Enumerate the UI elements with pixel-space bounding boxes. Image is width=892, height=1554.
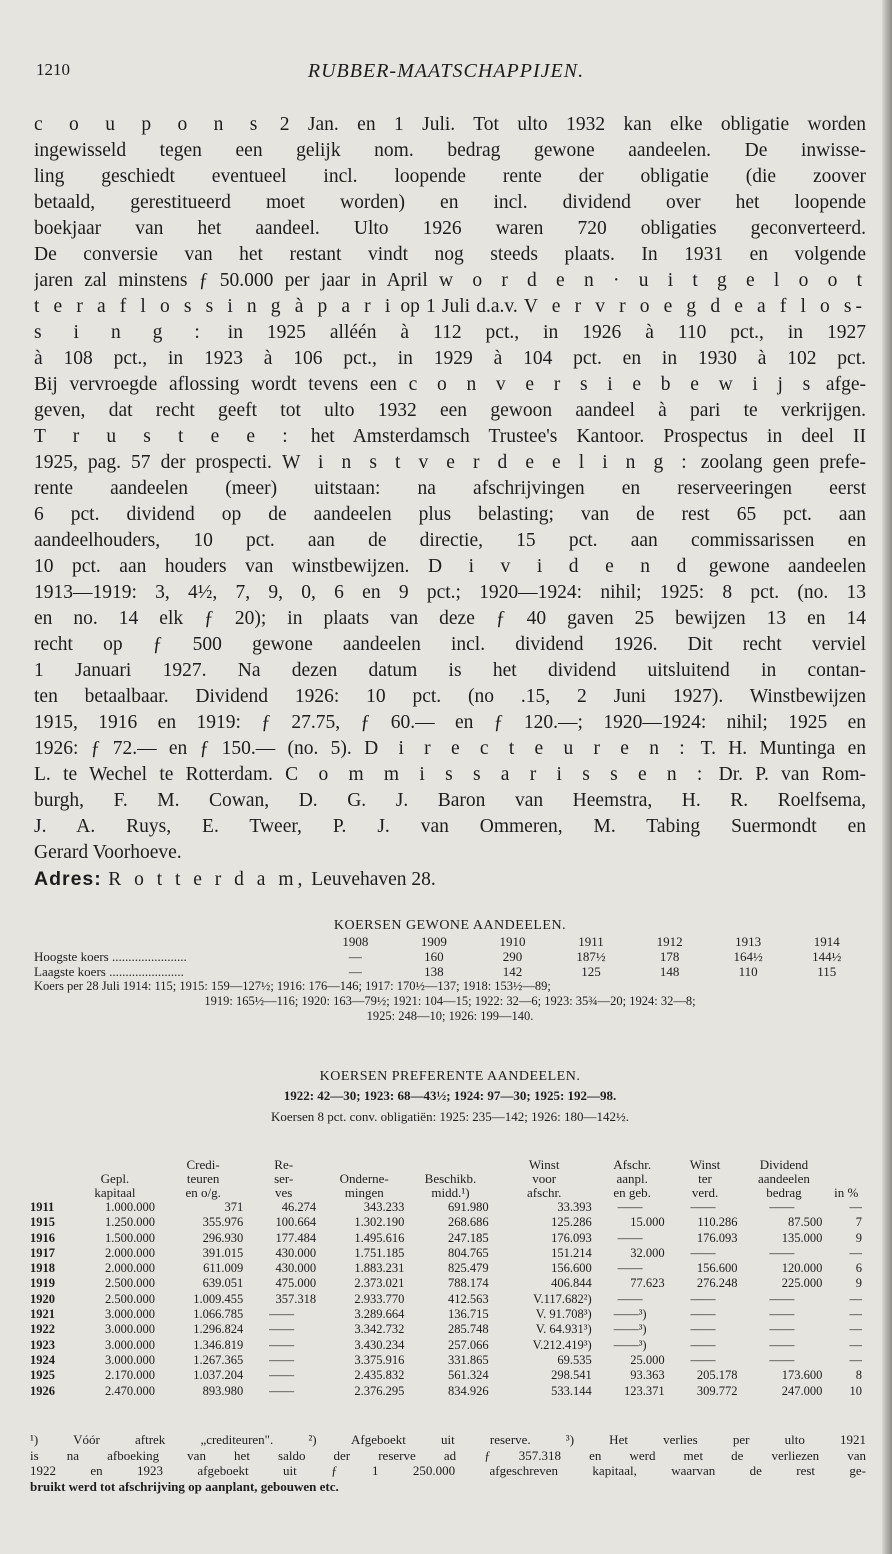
year-cell: 1916 bbox=[30, 1230, 55, 1245]
value-cell: 533.144 bbox=[551, 1383, 592, 1398]
value-cell: —— bbox=[617, 1200, 643, 1214]
value-cell: 371 bbox=[224, 1200, 244, 1214]
value-cell: 611.009 bbox=[203, 1261, 244, 1276]
text-segment: 1 Januari 1927. Na dezen datum is het dividend uitsluitend in contan- bbox=[34, 660, 866, 681]
value-cell: 25.000 bbox=[630, 1352, 665, 1367]
text-line bbox=[34, 788, 866, 814]
year-cell: 1918 bbox=[30, 1261, 55, 1276]
running-title: RUBBER-MAATSCHAPPIJEN. bbox=[307, 60, 585, 82]
value-cell: 120.000 bbox=[781, 1261, 823, 1276]
value-cell: 125 bbox=[581, 964, 601, 979]
table-row bbox=[30, 1261, 866, 1276]
spaced-heading: c o u p o n s bbox=[34, 114, 262, 135]
value-cell: 355.976 bbox=[202, 1215, 244, 1230]
value-cell: 2.373.021 bbox=[354, 1276, 405, 1291]
text-line bbox=[34, 112, 866, 138]
value-cell: 8 bbox=[855, 1368, 862, 1383]
year-cell: 1921 bbox=[30, 1307, 55, 1322]
value-cell: 148 bbox=[659, 964, 680, 979]
value-cell: V.117.682²) bbox=[533, 1291, 592, 1306]
value-cell: 3.000.000 bbox=[105, 1307, 156, 1322]
value-cell: 6 bbox=[855, 1261, 862, 1276]
koers-per-line: Koers per 28 Juli 1914: 115; 1915: 159—127½; 1916: 176—146; 1917: 170½—137; 1918: 153½—89; bbox=[34, 979, 551, 993]
text-segment: het Amsterdamsch Trustee's Kantoor. Prospectus in deel II bbox=[291, 426, 866, 447]
footnote-line: is na afboeking van het saldo der reserve ad ƒ 357.318 en werd met de verliezen van bbox=[30, 1447, 866, 1463]
text-line bbox=[34, 632, 866, 658]
value-cell: 2.376.295 bbox=[354, 1383, 405, 1398]
value-cell: —— bbox=[769, 1337, 795, 1352]
text-segment: recht op ƒ 500 gewone aandeelen incl. dividend 1926. Dit recht verviel bbox=[34, 634, 866, 655]
value-cell: 1.883.231 bbox=[354, 1261, 405, 1276]
text-segment: ten betaalbaar. Dividend 1926: 10 pct. (no .15, 2 Juni 1927). Winstbewijzen bbox=[34, 686, 866, 707]
spaced-heading: s i n g : bbox=[34, 322, 204, 343]
value-cell: 3.430.234 bbox=[354, 1337, 405, 1352]
value-cell: 391.015 bbox=[202, 1245, 244, 1260]
text-segment: 1913—1919: 3, 4½, 7, 9, 0, 6 en 9 pct.; 1920—1924: nihil; 1925: 8 pct. (no. 13 bbox=[34, 582, 866, 603]
text-line bbox=[34, 658, 866, 684]
value-cell: 412.563 bbox=[448, 1291, 489, 1306]
table-row bbox=[30, 1292, 866, 1307]
text-line bbox=[34, 684, 866, 710]
value-cell: 100.664 bbox=[275, 1215, 317, 1230]
text-line bbox=[34, 450, 866, 476]
value-cell: 276.248 bbox=[696, 1276, 738, 1291]
value-cell: —— bbox=[690, 1352, 716, 1367]
value-cell: 10 bbox=[849, 1383, 862, 1398]
column-header: Winst ter verd. bbox=[689, 1157, 721, 1200]
value-cell: V.212.419³) bbox=[532, 1337, 592, 1352]
value-cell: 639.051 bbox=[202, 1276, 244, 1291]
text-line bbox=[34, 710, 866, 736]
value-cell: ——³) bbox=[613, 1307, 647, 1322]
spaced-heading: w o r d e n · u i t g e l o o t bbox=[439, 270, 866, 291]
column-header: Gepl. kapitaal bbox=[94, 1171, 136, 1200]
value-cell: 2.500.000 bbox=[105, 1276, 156, 1291]
value-cell: 290 bbox=[502, 949, 523, 964]
value-cell: 173.600 bbox=[781, 1368, 823, 1383]
text-segment: à 108 pct., in 1923 à 106 pct., in 1929 à 104 pct. en in 1930 à 102 pct. bbox=[34, 348, 866, 369]
koersen-gewone-title: KOERSEN GEWONE AANDEELEN. bbox=[333, 918, 567, 933]
value-cell: 7 bbox=[855, 1215, 862, 1230]
value-cell: 164½ bbox=[733, 949, 763, 964]
text-line bbox=[34, 554, 866, 580]
value-cell: —— bbox=[769, 1291, 795, 1306]
value-cell: —— bbox=[269, 1383, 295, 1398]
value-cell: — bbox=[348, 964, 362, 979]
value-cell: 257.066 bbox=[448, 1337, 489, 1352]
text-line bbox=[34, 320, 866, 346]
year-cell: 1912 bbox=[656, 934, 683, 949]
table-row bbox=[30, 1368, 866, 1383]
year-cell: 1924 bbox=[30, 1352, 55, 1367]
value-cell: 834.926 bbox=[448, 1383, 489, 1398]
value-cell: 1.009.455 bbox=[193, 1291, 244, 1306]
row-label: Hoogste koers ....................... bbox=[34, 949, 187, 964]
table-row bbox=[30, 1384, 866, 1399]
value-cell: —— bbox=[769, 1245, 795, 1260]
spaced-heading: W i n s t v e r d e e l i n g : bbox=[281, 452, 691, 473]
column-header bbox=[30, 1158, 71, 1200]
table-row bbox=[30, 1322, 866, 1337]
text-segment: gewone aandeelen bbox=[690, 556, 866, 577]
year-cell: 1919 bbox=[30, 1276, 55, 1291]
table-row bbox=[30, 1307, 866, 1322]
year-cell: 1914 bbox=[813, 934, 840, 949]
value-cell: 69.535 bbox=[557, 1352, 592, 1367]
text-segment: ingewisseld tegen een gelijk nom. bedrag gewone aandeelen. De inwisse- bbox=[34, 140, 866, 161]
value-cell: — bbox=[849, 1352, 862, 1367]
column-header: Credi- teuren en o/g. bbox=[185, 1157, 221, 1200]
value-cell: 1.500.000 bbox=[105, 1230, 156, 1245]
value-cell: 110.286 bbox=[697, 1215, 738, 1230]
spaced-heading: t e r a f l o s s i n g à p a r i bbox=[34, 296, 395, 317]
text-line bbox=[34, 866, 866, 892]
text-segment: De conversie van het restant vindt nog steeds plaats. In 1931 en volgende bbox=[34, 244, 866, 265]
column-header: Re- ser- ves bbox=[274, 1157, 294, 1200]
obligaties-koersen-line: Koersen 8 pct. conv. obligatiën: 1925: 235—142; 1926: 180—142½. bbox=[270, 1109, 630, 1124]
value-cell: 33.393 bbox=[557, 1200, 592, 1214]
value-cell: 475.000 bbox=[275, 1276, 317, 1291]
text-line bbox=[34, 528, 866, 554]
text-line bbox=[34, 840, 866, 866]
table-row bbox=[30, 1338, 866, 1353]
value-cell: — bbox=[849, 1200, 862, 1214]
value-cell: —— bbox=[690, 1337, 716, 1352]
year-cell: 1911 bbox=[578, 934, 604, 949]
value-cell: — bbox=[849, 1245, 862, 1260]
value-cell: 151.214 bbox=[551, 1245, 592, 1260]
text-line bbox=[34, 424, 866, 450]
text-segment: betaald, gerestitueerd moet worden) en incl. dividend over het loopende bbox=[34, 192, 866, 213]
value-cell: —— bbox=[269, 1322, 295, 1337]
text-segment: burgh, F. M. Cowan, D. G. J. Baron van Heemstra, H. R. Roelfsema, bbox=[34, 790, 866, 811]
value-cell: 343.233 bbox=[363, 1200, 405, 1214]
text-segment: op 1 Juli d.a.v. bbox=[394, 296, 524, 317]
year-cell: 1911 bbox=[30, 1200, 55, 1214]
value-cell: 110 bbox=[738, 964, 758, 979]
value-cell: 2.170.000 bbox=[105, 1368, 156, 1383]
text-line bbox=[34, 580, 866, 606]
text-segment: Leuvehaven 28. bbox=[306, 869, 436, 890]
value-cell: 1.296.824 bbox=[193, 1322, 244, 1337]
text-segment: L. te Wechel te Rotterdam. bbox=[34, 764, 286, 785]
table-row bbox=[34, 964, 866, 979]
text-line bbox=[34, 762, 866, 788]
value-cell: —— bbox=[269, 1352, 295, 1367]
spaced-heading: D i v i d e n d bbox=[427, 556, 691, 577]
koers-per-list bbox=[34, 979, 866, 1024]
value-cell: —— bbox=[617, 1291, 643, 1306]
text-line bbox=[34, 476, 866, 502]
value-cell: ——³) bbox=[613, 1322, 647, 1337]
value-cell: V. 91.708³) bbox=[535, 1307, 592, 1322]
koersen-gewone-table bbox=[34, 934, 866, 979]
value-cell: —— bbox=[690, 1291, 716, 1306]
value-cell: 115 bbox=[817, 964, 837, 979]
value-cell: —— bbox=[769, 1307, 795, 1322]
year-cell: 1925 bbox=[30, 1368, 55, 1383]
value-cell: —— bbox=[269, 1337, 295, 1352]
value-cell: 77.623 bbox=[630, 1276, 665, 1291]
spaced-heading: R o t t e r d a m, bbox=[108, 869, 307, 890]
value-cell: 3.342.732 bbox=[354, 1322, 405, 1337]
column-header: Winst voor afschr. bbox=[527, 1157, 562, 1200]
value-cell: 2.000.000 bbox=[105, 1261, 156, 1276]
value-cell: 156.600 bbox=[696, 1261, 738, 1276]
value-cell: —— bbox=[617, 1230, 643, 1245]
table-row bbox=[30, 1215, 866, 1230]
value-cell: 1.250.000 bbox=[105, 1215, 156, 1230]
financial-table-section bbox=[30, 1158, 866, 1399]
value-cell: V. 64.931³) bbox=[535, 1322, 592, 1337]
value-cell: —— bbox=[690, 1307, 716, 1322]
text-segment: 1926: ƒ 72.— en ƒ 150.— (no. 5). bbox=[34, 738, 365, 759]
year-header-row bbox=[34, 934, 866, 949]
adres-label: Adres: bbox=[34, 868, 109, 890]
value-cell: 1.066.785 bbox=[193, 1307, 244, 1322]
year-cell: 1920 bbox=[30, 1291, 55, 1306]
year-cell: 1926 bbox=[30, 1383, 55, 1398]
text-segment: 10 pct. aan houders van winstbewijzen. bbox=[34, 556, 428, 577]
table-row bbox=[30, 1353, 866, 1368]
value-cell: 2.470.000 bbox=[105, 1383, 156, 1398]
table-row bbox=[30, 1231, 866, 1246]
text-segment: rente aandeelen (meer) uitstaan: na afschrijvingen en reserveeringen eerst bbox=[34, 478, 866, 499]
value-cell: 138 bbox=[424, 964, 444, 979]
value-cell: 176.093 bbox=[551, 1230, 592, 1245]
value-cell: —— bbox=[617, 1261, 643, 1276]
value-cell: — bbox=[849, 1307, 862, 1322]
value-cell: 15.000 bbox=[630, 1215, 665, 1230]
year-cell: 1910 bbox=[499, 934, 526, 949]
text-segment: Gerard Voorhoeve. bbox=[34, 842, 182, 863]
table-row bbox=[30, 1200, 866, 1215]
value-cell: 3.289.664 bbox=[354, 1307, 405, 1322]
value-cell: —— bbox=[769, 1200, 795, 1214]
value-cell: 309.772 bbox=[696, 1383, 738, 1398]
year-cell: 1915 bbox=[30, 1215, 55, 1230]
text-segment: 6 pct. dividend op de aandeelen plus belasting; van de rest 65 pct. aan bbox=[34, 504, 866, 525]
value-cell: 1.267.365 bbox=[193, 1352, 244, 1367]
text-line bbox=[34, 372, 866, 398]
row-label: Laagste koers ....................... bbox=[34, 964, 184, 979]
column-header: Dividend aandeelen bedrag bbox=[757, 1157, 810, 1200]
text-segment: jaren zal minstens ƒ 50.000 per jaar in April bbox=[34, 270, 439, 291]
value-cell: 125.286 bbox=[551, 1215, 592, 1230]
spaced-heading: V e r v r o e g d e a f l o s- bbox=[523, 296, 866, 317]
koersen-preferente-section bbox=[34, 1069, 866, 1127]
blank-cell bbox=[34, 934, 316, 949]
value-cell: 160 bbox=[424, 949, 444, 964]
table-row bbox=[30, 1246, 866, 1261]
koersen-preferente-title: KOERSEN PREFERENTE AANDEELEN. bbox=[319, 1069, 581, 1084]
text-segment: ling geschiedt eventueel incl. loopende rente der obligatie (die zoover bbox=[34, 166, 866, 187]
value-cell: 142 bbox=[502, 964, 523, 979]
value-cell: 561.324 bbox=[448, 1368, 489, 1383]
body-text bbox=[34, 112, 866, 892]
text-segment: boekjaar van het aandeel. Ulto 1926 waren 720 obligaties geconverteerd. bbox=[34, 218, 866, 239]
preferente-koersen-line: 1922: 42—30; 1923: 68—43½; 1924: 97—30; 1925: 192—98. bbox=[283, 1088, 617, 1103]
value-cell: —— bbox=[769, 1322, 795, 1337]
text-line bbox=[34, 502, 866, 528]
value-cell: 46.274 bbox=[281, 1200, 317, 1214]
year-cell: 1913 bbox=[735, 934, 762, 949]
value-cell: 430.000 bbox=[275, 1245, 317, 1260]
year-cell: 1923 bbox=[30, 1337, 55, 1352]
value-cell: 225.000 bbox=[781, 1276, 823, 1291]
value-cell: 2.500.000 bbox=[105, 1291, 156, 1306]
value-cell: —— bbox=[690, 1322, 716, 1337]
value-cell: 178 bbox=[659, 949, 680, 964]
value-cell: —— bbox=[269, 1307, 295, 1322]
value-cell: 1.346.819 bbox=[193, 1337, 244, 1352]
value-cell: 247.185 bbox=[448, 1230, 489, 1245]
value-cell: 87.500 bbox=[788, 1215, 823, 1230]
footnote-line: bruikt werd tot afschrijving op aanplant, gebouwen etc. bbox=[30, 1478, 339, 1494]
text-line bbox=[34, 164, 866, 190]
value-cell: 1.037.204 bbox=[193, 1368, 244, 1383]
value-cell: 156.600 bbox=[551, 1261, 592, 1276]
value-cell: 691.980 bbox=[448, 1200, 489, 1214]
table-row bbox=[30, 1276, 866, 1291]
value-cell: 788.174 bbox=[448, 1276, 489, 1291]
value-cell: 123.371 bbox=[623, 1383, 665, 1398]
value-cell: —— bbox=[690, 1245, 716, 1260]
value-cell: — bbox=[348, 949, 362, 964]
table-row bbox=[34, 949, 866, 964]
value-cell: — bbox=[849, 1291, 862, 1306]
footnote-line: ¹) Vóór aftrek „crediteuren". ²) Afgeboekt uit reserve. ³) Het verlies per ulto 1921 bbox=[30, 1432, 866, 1447]
text-line bbox=[34, 190, 866, 216]
value-cell: 1.751.185 bbox=[354, 1245, 405, 1260]
value-cell: 32.000 bbox=[630, 1245, 665, 1260]
financial-table bbox=[30, 1158, 866, 1399]
page-header bbox=[36, 60, 856, 90]
spaced-heading: c o n v e r s i e b e w i j s bbox=[408, 374, 815, 395]
value-cell: 1.000.000 bbox=[105, 1200, 156, 1214]
value-cell: 247.000 bbox=[781, 1383, 823, 1398]
year-cell: 1922 bbox=[30, 1322, 55, 1337]
value-cell: 144½ bbox=[812, 949, 842, 964]
value-cell: 331.865 bbox=[448, 1352, 489, 1367]
text-segment: en no. 14 elk ƒ 20); in plaats van deze ƒ 40 gaven 25 bewijzen 13 en 14 bbox=[34, 608, 866, 629]
text-line bbox=[34, 294, 866, 320]
page-number: 1210 bbox=[36, 60, 70, 79]
year-cell: 1917 bbox=[30, 1245, 55, 1260]
text-segment: 1925, pag. 57 der prospecti. bbox=[34, 452, 282, 473]
value-cell: 136.715 bbox=[448, 1307, 489, 1322]
value-cell: 825.479 bbox=[448, 1261, 489, 1276]
value-cell: —— bbox=[690, 1200, 716, 1214]
financial-header-row bbox=[30, 1158, 866, 1200]
text-segment: afge- bbox=[814, 374, 866, 395]
text-segment: 2 Jan. en 1 Juli. Tot ulto 1932 kan elke obligatie worden bbox=[261, 114, 866, 135]
spaced-heading: C o m m i s s a r i s s e n : bbox=[285, 764, 707, 785]
footnote-line: 1922 en 1923 afgeboekt uit ƒ 1 250.000 afgeschreven kapitaal, waarvan de rest ge- bbox=[30, 1463, 866, 1478]
value-cell: 296.930 bbox=[202, 1230, 244, 1245]
value-cell: 804.765 bbox=[448, 1245, 489, 1260]
koers-per-line: 1925: 248—10; 1926: 199—140. bbox=[366, 1009, 534, 1023]
value-cell: 298.541 bbox=[551, 1368, 592, 1383]
value-cell: 430.000 bbox=[275, 1261, 317, 1276]
text-segment: J. A. Ruys, E. Tweer, P. J. van Ommeren, M. Tabing Suermondt en bbox=[34, 816, 866, 837]
text-segment: T. H. Muntinga en bbox=[688, 738, 866, 759]
value-cell: 3.000.000 bbox=[105, 1352, 156, 1367]
value-cell: 3.375.916 bbox=[354, 1352, 405, 1367]
koersen-gewone-section bbox=[34, 918, 866, 1024]
text-line bbox=[34, 814, 866, 840]
spaced-heading: D i r e c t e u r e n : bbox=[364, 738, 689, 759]
text-segment: in 1925 alléén à 112 pct., in 1926 à 110 pct., in 1927 bbox=[203, 322, 866, 343]
text-line bbox=[34, 606, 866, 632]
text-segment: zoolang geen prefe- bbox=[690, 452, 866, 473]
page-edge-shadow bbox=[882, 0, 892, 1554]
value-cell: 176.093 bbox=[696, 1230, 738, 1245]
value-cell: — bbox=[849, 1337, 862, 1352]
value-cell: 135.000 bbox=[781, 1230, 823, 1245]
value-cell: 93.363 bbox=[630, 1368, 665, 1383]
value-cell: 1.302.190 bbox=[354, 1215, 405, 1230]
column-header: Onderne- mingen bbox=[339, 1171, 389, 1200]
value-cell: 205.178 bbox=[696, 1368, 738, 1383]
value-cell: 3.000.000 bbox=[105, 1337, 156, 1352]
text-segment: 1915, 1916 en 1919: ƒ 27.75, ƒ 60.— en ƒ 120.—; 1920—1924: nihil; 1925 en bbox=[34, 712, 866, 733]
value-cell: —— bbox=[269, 1368, 295, 1383]
value-cell: 187½ bbox=[576, 949, 606, 964]
value-cell: 9 bbox=[855, 1230, 862, 1245]
value-cell: 2.435.832 bbox=[354, 1368, 405, 1383]
text-segment: geven, dat recht geeft tot ulto 1932 een gewoon aandeel à pari te verkrijgen. bbox=[34, 400, 866, 421]
text-line bbox=[34, 216, 866, 242]
text-segment: Bij vervroegde aflossing wordt tevens een bbox=[34, 374, 409, 395]
column-header: in % bbox=[834, 1185, 859, 1200]
value-cell: 406.844 bbox=[551, 1276, 592, 1291]
koers-per-line: 1919: 165½—116; 1920: 163—79½; 1921: 104—15; 1922: 32—6; 1923: 35¾—20; 1924: 32—8; bbox=[204, 994, 696, 1008]
text-segment: aandeelhouders, 10 pct. aan de directie, 15 pct. aan commissarissen en bbox=[34, 530, 866, 551]
value-cell: 1.495.616 bbox=[354, 1230, 405, 1245]
text-line bbox=[34, 346, 866, 372]
text-line bbox=[34, 138, 866, 164]
column-header: Afschr. aanpl. en geb. bbox=[613, 1157, 652, 1200]
value-cell: 2.933.770 bbox=[354, 1291, 405, 1306]
year-cell: 1908 bbox=[342, 934, 369, 949]
year-cell: 1909 bbox=[420, 934, 447, 949]
value-cell: 3.000.000 bbox=[105, 1322, 156, 1337]
value-cell: 285.748 bbox=[448, 1322, 489, 1337]
value-cell: — bbox=[849, 1322, 862, 1337]
spaced-heading: T r u s t e e : bbox=[34, 426, 292, 447]
value-cell: 268.686 bbox=[448, 1215, 489, 1230]
value-cell: ——³) bbox=[613, 1337, 647, 1352]
text-line bbox=[34, 268, 866, 294]
value-cell: 2.000.000 bbox=[105, 1245, 156, 1260]
text-segment: Dr. P. van Rom- bbox=[706, 764, 866, 785]
value-cell: —— bbox=[769, 1352, 795, 1367]
text-line bbox=[34, 398, 866, 424]
value-cell: 893.980 bbox=[202, 1383, 244, 1398]
text-line bbox=[34, 736, 866, 762]
value-cell: 177.484 bbox=[275, 1230, 317, 1245]
column-header: Beschikb. midd.¹) bbox=[424, 1171, 477, 1200]
text-line bbox=[34, 242, 866, 268]
value-cell: 9 bbox=[855, 1276, 862, 1291]
value-cell: 357.318 bbox=[275, 1291, 317, 1306]
footnotes bbox=[30, 1432, 866, 1494]
